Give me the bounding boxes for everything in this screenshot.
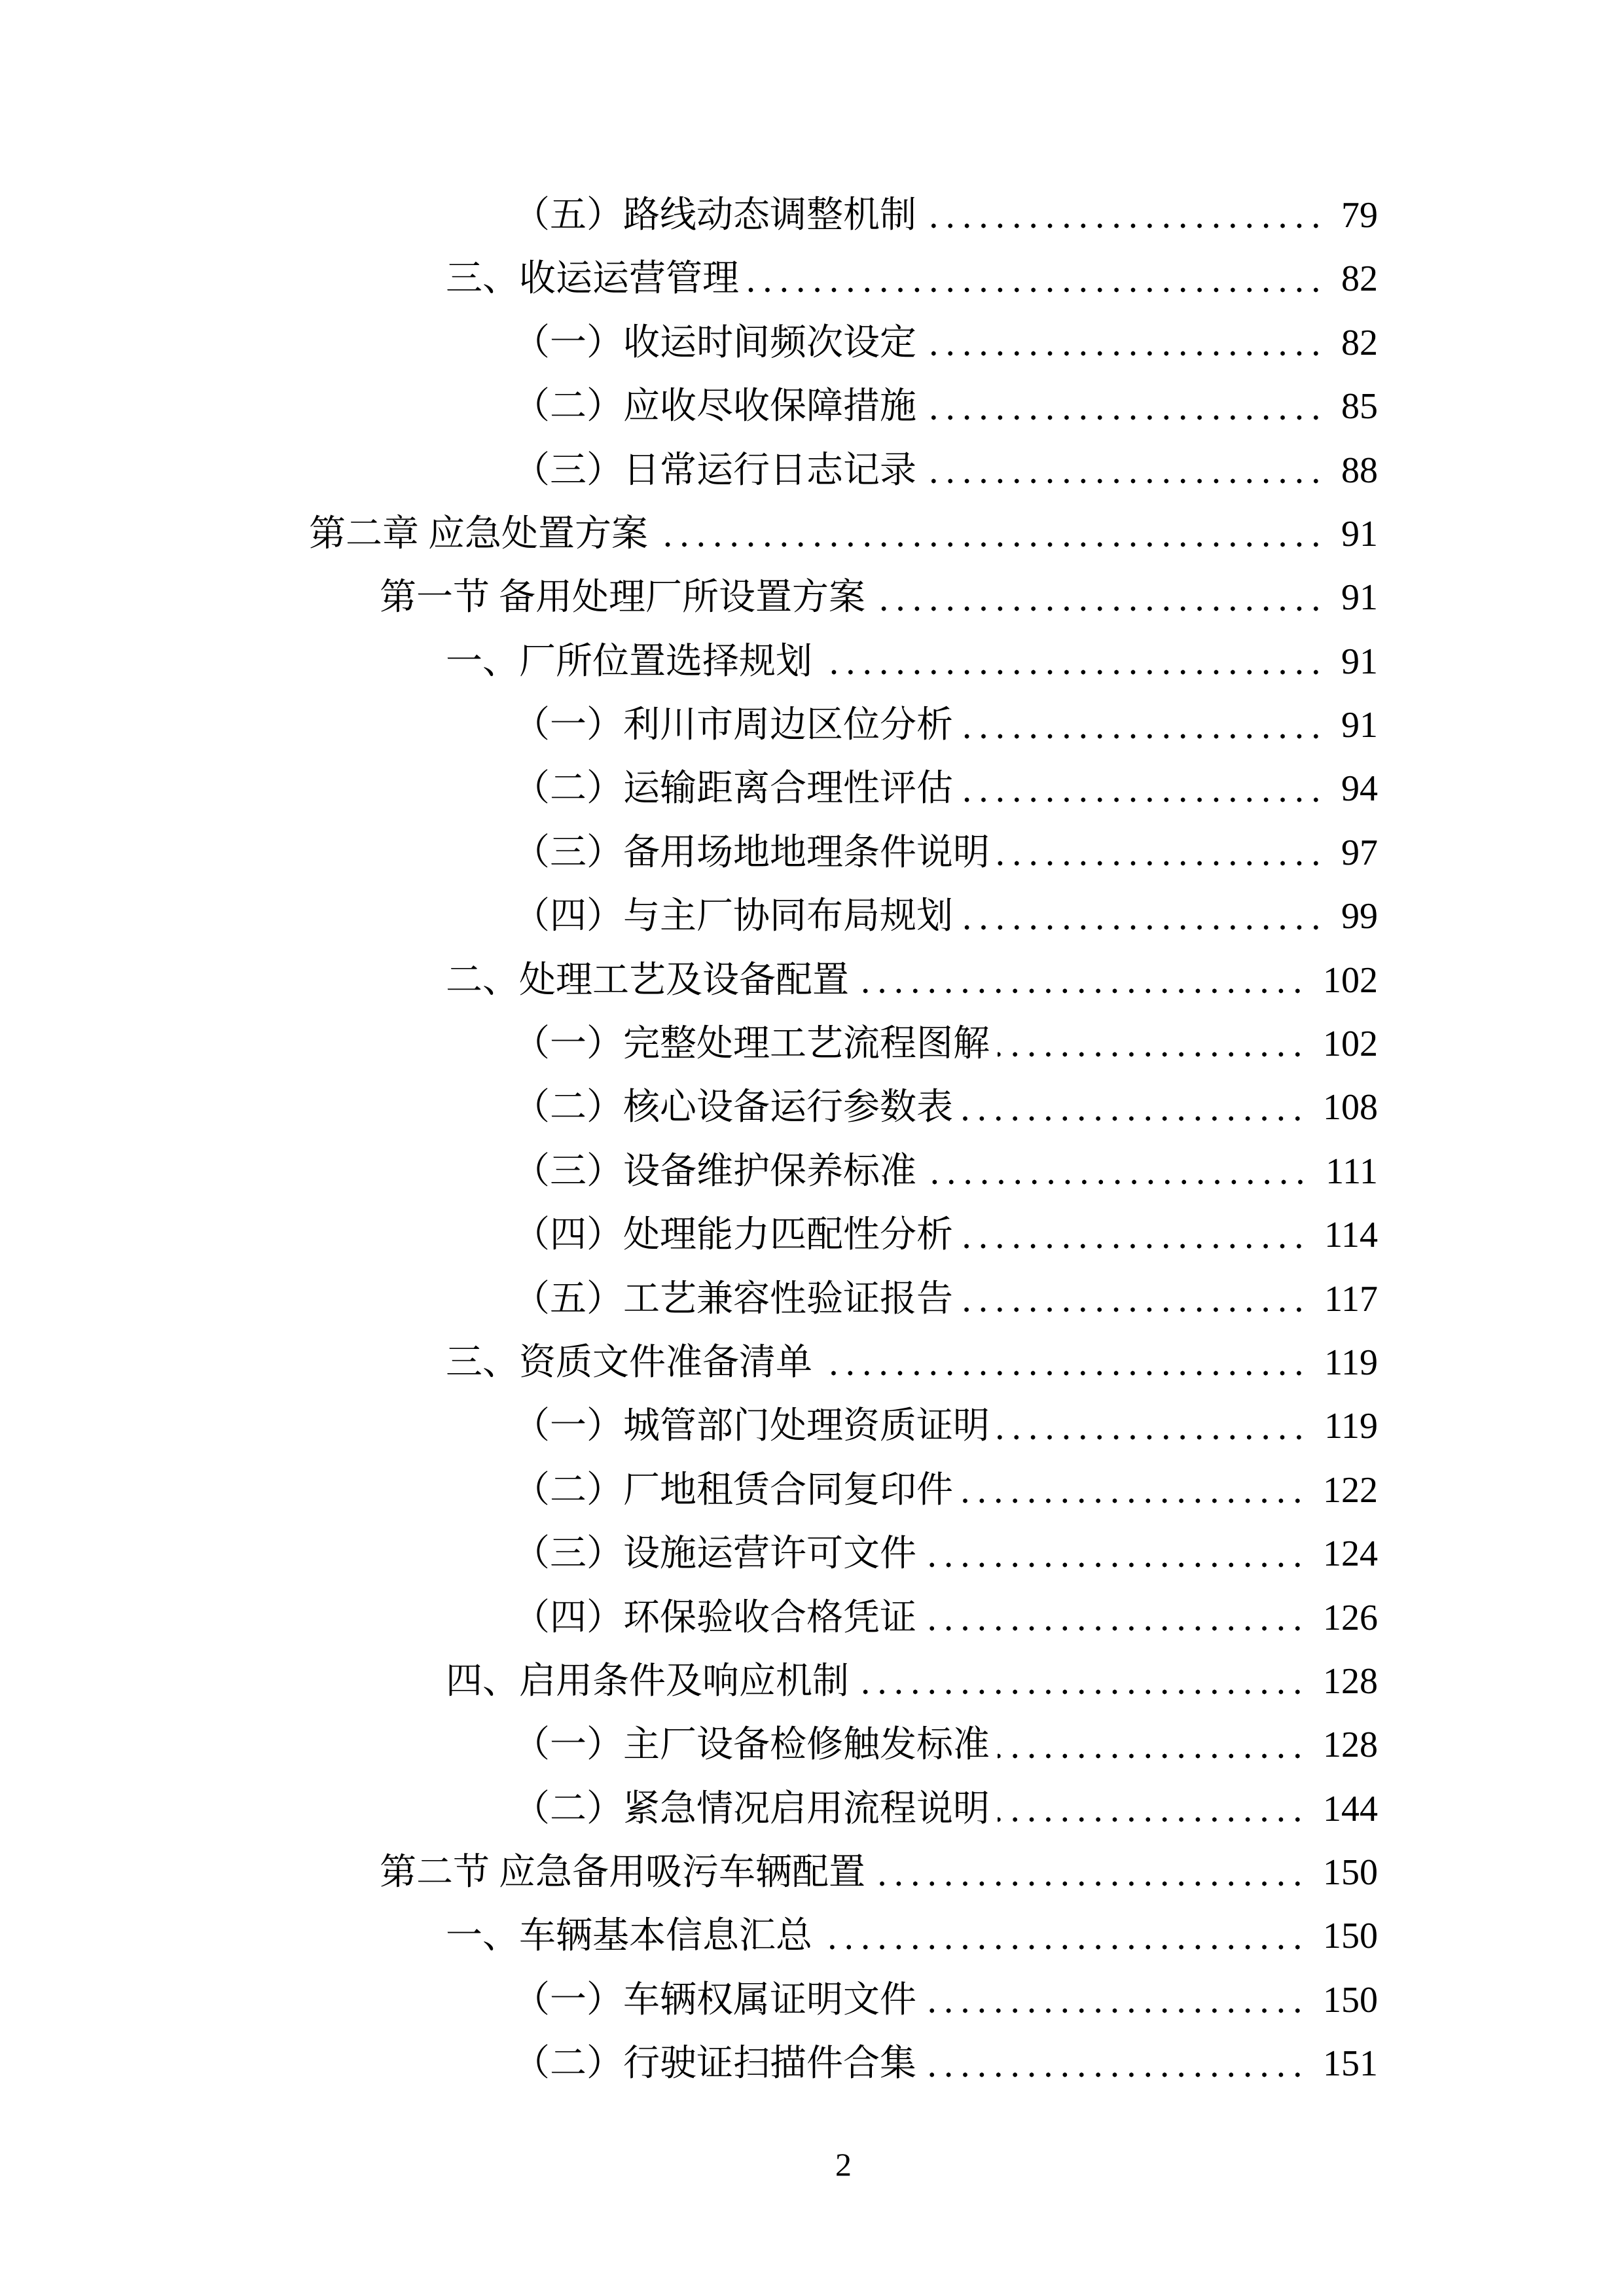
toc-entry-page: 82 [1341,259,1378,300]
toc-entry-page: 117 [1324,1278,1378,1319]
toc-entry [309,247,1378,311]
dot-leader [857,949,1306,1013]
toc-entry-page: 122 [1323,1469,1378,1511]
toc-entry-page: 119 [1324,1406,1378,1447]
toc-entry [309,1713,1378,1777]
toc-entry-page: 91 [1341,513,1378,554]
dot-leader [747,247,1324,311]
dot-leader [924,1969,1306,2032]
toc-entry [309,885,1378,948]
toc-entry-title: （一）城管部门处理资质证明 [513,1406,990,1447]
toc-entry-title: （三）设备维护保养标准 [513,1151,916,1192]
dot-leader [961,694,1324,757]
toc-entry-title: 第一节 备用处理厂所设置方案 [380,577,865,619]
toc-entry [309,1459,1378,1522]
toc-entry [309,1969,1378,2032]
toc-entry-title: （四）与主厂协同布局规划 [513,896,953,937]
toc-entry [309,1204,1378,1267]
toc-entry [309,949,1378,1013]
toc-entry [309,566,1378,630]
toc-entry-title: （二）厂地租赁合同复印件 [513,1469,953,1511]
toc-entry-page: 102 [1323,1024,1378,1065]
dot-leader [961,758,1324,821]
dot-leader [656,503,1324,566]
toc-entry-page: 94 [1341,768,1378,810]
toc-entry [309,1522,1378,1586]
toc-entry-page: 150 [1323,1916,1378,1957]
dot-leader [961,1204,1307,1267]
toc-entry-title: （三）设施运营许可文件 [513,1534,916,1575]
toc-entry [309,375,1378,439]
toc-entry [309,1076,1378,1139]
toc-entry-page: 150 [1323,1852,1378,1893]
toc-entry-title: （四）环保验收合格凭证 [513,1597,916,1638]
dot-leader [924,312,1324,375]
toc-entry-title: 第二章 应急处置方案 [309,513,648,554]
toc-entry [309,184,1378,247]
toc-entry-page: 97 [1341,832,1378,873]
toc-entry-page: 124 [1323,1534,1378,1575]
toc-entry [309,1587,1378,1650]
toc-entry [309,1395,1378,1458]
toc-entry-page: 151 [1323,2043,1378,2085]
dot-leader [961,1268,1307,1331]
toc-entry-page: 82 [1341,322,1378,363]
toc-entry-page: 150 [1323,1979,1378,2020]
toc-entry [309,2032,1378,2096]
toc-entry-title: 一、厂所位置选择规划 [446,641,812,682]
toc-entry-page: 128 [1323,1725,1378,1766]
toc-entry-page: 102 [1323,960,1378,1001]
dot-leader [998,1013,1306,1076]
dot-leader [924,439,1324,503]
toc-entry-page: 91 [1341,705,1378,746]
dot-leader [961,885,1324,948]
dot-leader [998,821,1324,885]
toc-entry-title: 一、车辆基本信息汇总 [446,1916,812,1957]
dot-leader [924,2032,1306,2096]
toc-entry [309,821,1378,885]
toc-entry [309,312,1378,375]
toc-entry-title: （二）行驶证扫描件合集 [513,2043,916,2085]
dot-leader [924,1587,1306,1650]
toc-entry [309,1013,1378,1076]
toc-entry-title: 三、收运运营管理 [446,259,739,300]
toc-entry-title: （三）备用场地地理条件说明 [513,832,990,873]
dot-leader [873,566,1324,630]
toc-entry-title: （一）利川市周边区位分析 [513,705,953,746]
toc-entry-page: 91 [1341,641,1378,682]
dot-leader [924,375,1324,439]
dot-leader [820,1905,1306,1969]
toc-entry [309,630,1378,694]
toc-entry-page: 85 [1341,386,1378,427]
toc-entry-page: 91 [1341,577,1378,619]
toc-entry-title: （二）紧急情况启用流程说明 [513,1788,990,1829]
toc-entry [309,694,1378,757]
dot-leader [924,1140,1308,1204]
dot-leader [998,1395,1307,1458]
dot-leader [998,1778,1306,1841]
toc-entry-page: 99 [1341,896,1378,937]
toc-entry-title: （二）核心设备运行参数表 [513,1087,953,1128]
toc-entry-title: （四）处理能力匹配性分析 [513,1215,953,1256]
toc-entry-page: 88 [1341,450,1378,491]
toc-entry [309,1650,1378,1713]
toc-entry-title: （一）收运时间频次设定 [513,322,916,363]
dot-leader [820,630,1324,694]
dot-leader [998,1713,1306,1777]
toc-entry-title: 四、启用条件及响应机制 [446,1660,849,1702]
toc-entry-page: 128 [1323,1660,1378,1702]
toc-entry-title: （三）日常运行日志记录 [513,450,916,491]
toc-entry [309,1841,1378,1905]
toc-entry-page: 79 [1341,194,1378,236]
dot-leader [820,1331,1307,1395]
toc-entry [309,1140,1378,1204]
toc-entry-page: 108 [1323,1087,1378,1128]
dot-leader [924,184,1324,247]
toc-entry-title: （五）工艺兼容性验证报告 [513,1278,953,1319]
toc-entry-title: 三、资质文件准备清单 [446,1342,812,1383]
dot-leader [857,1650,1306,1713]
toc-entry [309,439,1378,503]
toc-entry [309,1331,1378,1395]
toc-entry-page: 119 [1324,1342,1378,1383]
toc-entry [309,758,1378,821]
toc-entry-title: （二）运输距离合理性评估 [513,768,953,810]
dot-leader [961,1076,1306,1139]
toc-entry [309,1268,1378,1331]
toc-entry-title: （一）完整处理工艺流程图解 [513,1024,990,1065]
toc-entry-title: 二、处理工艺及设备配置 [446,960,849,1001]
toc-entry-page: 126 [1323,1597,1378,1638]
dot-leader [961,1459,1306,1522]
toc-entry-page: 114 [1324,1215,1378,1256]
dot-leader [873,1841,1306,1905]
dot-leader [924,1522,1306,1586]
toc-entry-title: （一）主厂设备检修触发标准 [513,1725,990,1766]
toc-entry-title: （二）应收尽收保障措施 [513,386,916,427]
toc-entry-title: （五）路线动态调整机制 [513,194,916,236]
toc-entry [309,1905,1378,1969]
toc-entry [309,503,1378,566]
toc [309,184,1378,2096]
toc-entry-title: 第二节 应急备用吸污车辆配置 [380,1852,865,1893]
toc-entry-title: （一）车辆权属证明文件 [513,1979,916,2020]
toc-entry-page: 111 [1326,1151,1378,1192]
footer-page-number: 2 [835,2146,852,2183]
toc-entry [309,1778,1378,1841]
toc-entry-page: 144 [1323,1788,1378,1829]
